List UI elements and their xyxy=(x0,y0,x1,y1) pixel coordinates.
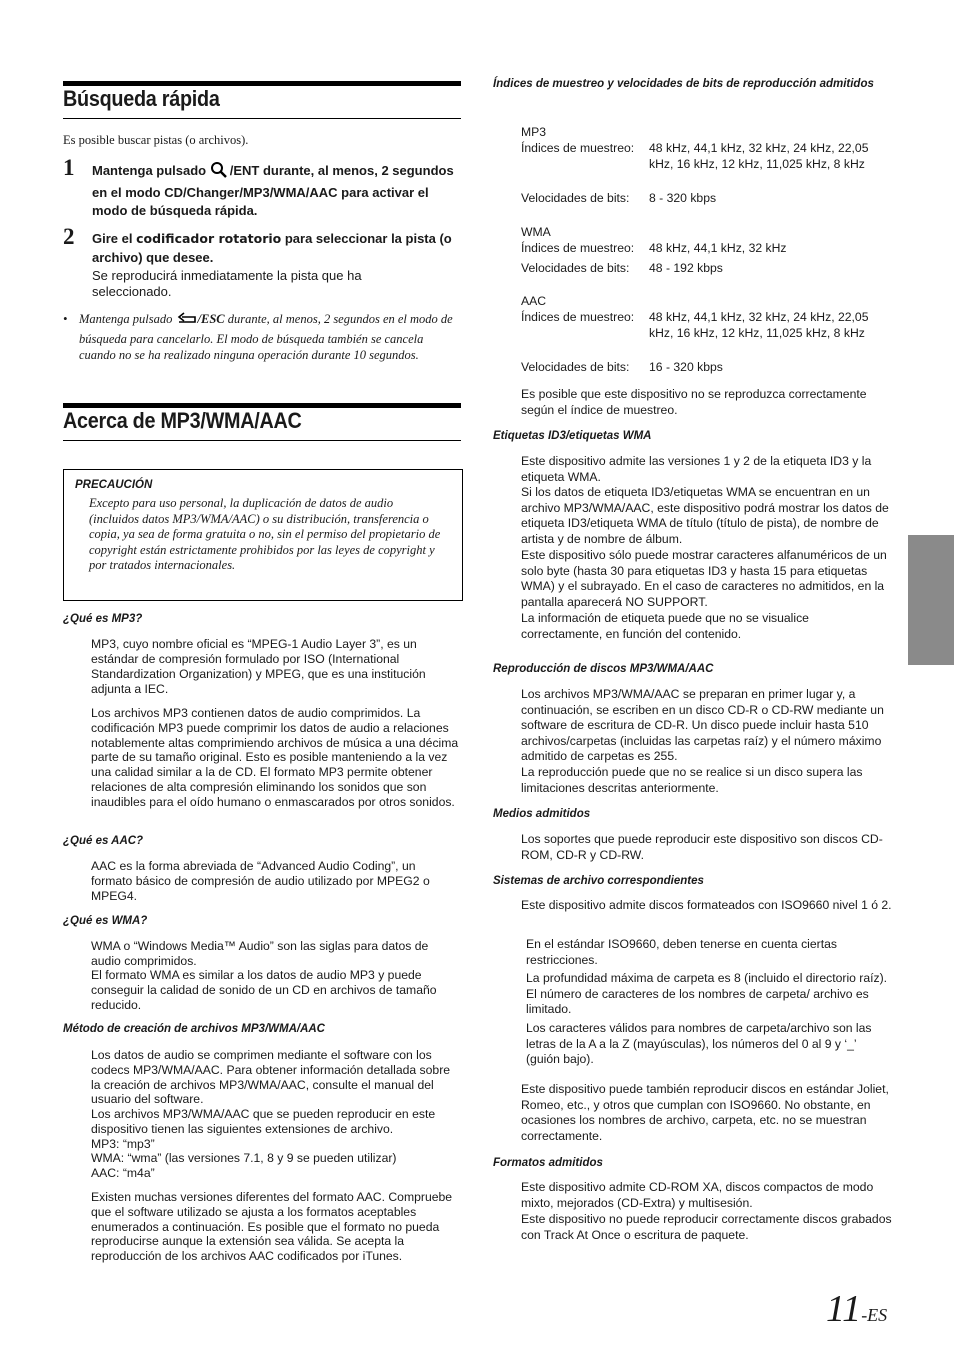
wma-paragraph-2: El formato WMA es similar a los datos de audio MP3 y puede conseguir la calidad de sonido de un CD en archivos de tamaño reducido. xyxy=(91,968,437,1012)
section-rule-bottom xyxy=(63,440,461,441)
extension-mp3: MP3: “mp3” xyxy=(91,1137,155,1151)
step-number-1: 1 xyxy=(63,155,75,180)
caution-text: Excepto para uso personal, la duplicación de datos de audio (incluidos datos MP3/WMA/AAC) o su distribución, transferencia o copia, ya sea de forma gratuita o no, sin el permiso del propietario de copyright están estrictamente prohibidos por las leyes de copyright y por tratados internacionales. xyxy=(89,496,441,573)
mp3-paragraph-1: MP3, cuyo nombre oficial es “MPEG-1 Audio Layer 3”, es un estándar de compresión formulado por ISO (International Standardization Organization) y MPEG, que es una institución adjunta a IEC. xyxy=(91,637,426,696)
caution-title: PRECAUCIÓN xyxy=(75,479,153,491)
extension-aac: AAC: “m4a” xyxy=(91,1166,155,1180)
fs-paragraph-5: Este dispositivo puede también reproducir discos en estándar Joliet, Romeo, etc., y otros que cumplan con ISO9660. No obstante, en ocasiones los nombres de archivo, carpeta, etc. no se muestran correctamente. xyxy=(521,1082,889,1143)
spec-aac-name: AAC xyxy=(521,294,547,308)
section-title-about-mp3: Acerca de MP3/WMA/AAC xyxy=(63,408,302,433)
chapter-tab xyxy=(908,535,954,665)
heading-what-is-mp3: ¿Qué es MP3? xyxy=(63,613,143,625)
step-2-text xyxy=(92,230,457,267)
fs-paragraph-1: Este dispositivo admite discos formateados con ISO9660 nivel 1 ó 2. xyxy=(521,898,892,912)
spec-aac-rate-value: 48 kHz, 44,1 kHz, 32 kHz, 24 kHz, 22,05 kHz, 16 kHz, 12 kHz, 11,025 kHz, 8 kHz xyxy=(649,310,869,340)
page-number-value: 11 xyxy=(826,1288,862,1330)
spec-mp3-rate-label: Índices de muestreo: xyxy=(521,141,635,155)
method-paragraph-1: Los datos de audio se comprimen mediante el software con los codecs MP3/WMA/AAC. Para obtener información detallada sobre la creación de archivos MP3/WMA/AAC, consulte el manual del usuario del software. xyxy=(91,1048,451,1107)
method-paragraph-2: Los archivos MP3/WMA/AAC que se pueden reproducir en este dispositivo tienen las siguientes extensiones de archivo. xyxy=(91,1107,436,1136)
heading-creation-method: Método de creación de archivos MP3/WMA/AAC xyxy=(63,1023,325,1035)
step-1-text xyxy=(92,161,457,221)
spec-aac-rate-label: Índices de muestreo: xyxy=(521,310,635,324)
page-number xyxy=(826,1287,887,1331)
heading-sampling-rates: Índices de muestreo y velocidades de bits de reproducción admitidos xyxy=(493,78,874,90)
spec-wma-rate-value: 48 kHz, 44,1 kHz, 32 kHz xyxy=(649,241,787,255)
note-text-c: durante, al menos, 2 segundos en el modo de búsqueda para cancelarlo. El modo de búsqueda también se cancela cuando no se ha realizado ninguna operación durante 10 segundos. xyxy=(79,312,453,362)
step-2-subtext: Se reproducirá inmediatamente la pista que ha seleccionado. xyxy=(92,268,362,299)
id3-paragraph-2: Si los datos de etiqueta ID3/etiquetas WMA se encuentran en un archivo MP3/WMA/AAC, este dispositivo podrá mostrar los datos de etiqueta ID3/etiqueta WMA de título (título de pista), de nombre de artista y de nombre de álbum. xyxy=(521,485,889,546)
back-arrow-icon xyxy=(176,312,198,331)
rotary-encoder-label: codificador rotatorio xyxy=(136,231,282,246)
spec-wma-bits-label: Velocidades de bits: xyxy=(521,261,630,275)
heading-disc-playback: Reproducción de discos MP3/WMA/AAC xyxy=(493,663,714,675)
aac-paragraph-1: AAC es la forma abreviada de “Advanced Audio Coding”, un formato básico de compresión de audio utilizado por MPEG2 o MPEG4. xyxy=(91,859,430,903)
spec-wma-bits-value: 48 - 192 kbps xyxy=(649,261,723,275)
step-number-2: 2 xyxy=(63,224,75,249)
media-paragraph: Los soportes que puede reproducir este dispositivo son discos CD-ROM, CD-R y CD-RW. xyxy=(521,832,883,862)
fs-paragraph-4: Los caracteres válidos para nombres de carpeta/archivo son las letras de la A a la Z (mayúsculas), los números del 0 al 9 y ‘_’ (guión bajo). xyxy=(526,1021,872,1066)
heading-supported-media: Medios admitidos xyxy=(493,808,591,820)
extension-wma: WMA: “wma” (las versiones 7.1, 8 y 9 se pueden utilizar) xyxy=(91,1151,397,1165)
id3-paragraph-3: Este dispositivo sólo puede mostrar caracteres alfanuméricos de un solo byte (hasta 30 para etiquetas ID3 y hasta 15 para etiquetas WMA) y el subrayado. En el caso de caracteres no admitidos, en la pantalla aparecerá NO SUPPORT. xyxy=(521,548,887,609)
step-2-text-a: Gire el xyxy=(92,231,137,246)
note-text-a: Mantenga pulsado xyxy=(79,312,176,326)
spec-aac-bits-value: 16 - 320 kbps xyxy=(649,360,723,374)
heading-id3-tags: Etiquetas ID3/etiquetas WMA xyxy=(493,430,652,442)
heading-file-systems: Sistemas de archivo correspondientes xyxy=(493,875,704,887)
step-2-text-c: para seleccionar la pista (o archivo) que desee. xyxy=(92,231,452,265)
step-1-text-c: durante, al menos, 2 segundos en el modo CD/Changer/MP3/WMA/AAC para activar el modo de búsqueda rápida. xyxy=(92,163,454,218)
note-bullet: • xyxy=(63,312,68,326)
wma-paragraph-1: WMA o “Windows Media™ Audio” son las siglas para datos de audio comprimidos. xyxy=(91,939,429,968)
section-rule-bottom xyxy=(63,118,461,119)
spec-wma-name: WMA xyxy=(521,225,551,239)
heading-what-is-aac: ¿Qué es AAC? xyxy=(63,835,144,847)
intro-text: Es posible buscar pistas (o archivos). xyxy=(63,133,249,147)
id3-paragraph-1: Este dispositivo admite las versiones 1 y 2 de la etiqueta ID3 y la etiqueta WMA. xyxy=(521,454,872,484)
spec-aac-bits-label: Velocidades de bits: xyxy=(521,360,630,374)
playback-paragraph-2: La reproducción puede que no se realice si un disco supera las limitaciones descritas anteriormente. xyxy=(521,765,863,795)
fs-paragraph-3: La profundidad máxima de carpeta es 8 (incluido el directorio raíz). El número de caracteres de los nombres de carpeta/ archivo es limitado. xyxy=(526,971,888,1016)
spec-mp3-bits-label: Velocidades de bits: xyxy=(521,191,630,205)
fs-paragraph-2: En el estándar ISO9660, deben tenerse en cuenta ciertas restricciones. xyxy=(526,937,837,967)
section-title-quick-search: Búsqueda rápida xyxy=(63,86,220,111)
step-1-text-a: Mantenga pulsado xyxy=(92,163,210,178)
ent-key-label: /ENT xyxy=(229,163,260,178)
playback-paragraph-1: Los archivos MP3/WMA/AAC se preparan en primer lugar y, a continuación, se escriben en un disco CD-R o CD-RW mediante un software de escritura de CD-R. Un disco puede incluir hasta 510 archivos/carpetas (incluidas las carpetas raíz) y el número máximo admitido de carpetas es 255. xyxy=(521,687,884,763)
spec-wma-rate-label: Índices de muestreo: xyxy=(521,241,635,255)
heading-supported-formats: Formatos admitidos xyxy=(493,1157,603,1169)
formats-paragraph-2: Este dispositivo no puede reproducir correctamente discos grabados con Track At Once o escritura de paquete. xyxy=(521,1212,892,1242)
spec-mp3-rate-value: 48 kHz, 44,1 kHz, 32 kHz, 24 kHz, 22,05 kHz, 16 kHz, 12 kHz, 11,025 kHz, 8 kHz xyxy=(649,141,869,171)
page-number-suffix: -ES xyxy=(861,1305,888,1325)
sampling-note: Es posible que este dispositivo no se reproduzca correctamente según el índice de muestreo. xyxy=(521,387,867,417)
method-paragraph-3: Existen muchas versiones diferentes del formato AAC. Compruebe que el software utilizado se ajusta a los formatos aceptables enumerados a continuación. Es posible que el formato no pueda reproducirse aunque la extensión sea válida. Se acepta la reproducción de los archivos AAC codificados por iTunes. xyxy=(91,1190,453,1264)
spec-mp3-bits-value: 8 - 320 kbps xyxy=(649,191,717,205)
heading-what-is-wma: ¿Qué es WMA? xyxy=(63,915,148,927)
search-icon xyxy=(210,161,230,184)
spec-mp3-name: MP3 xyxy=(521,125,547,139)
mp3-paragraph-2: Los archivos MP3 contienen datos de audio comprimidos. La codificación MP3 puede comprimir los datos de audio a relaciones notablemente altas comprimiendo archivos de música a una décima parte de su tamaño original. Esto es posible manteniendo a la vez una calidad similar a la de CD. El formato MP3 permite obtener relaciones de alta compresión eliminando los sonidos que son inaudibles para el oído humano o enmascarados por otros sonidos. xyxy=(91,706,459,809)
esc-key-label: /ESC xyxy=(197,312,225,326)
note-text xyxy=(79,311,461,364)
id3-paragraph-4: La información de etiqueta puede que no se visualice correctamente, en función del contenido. xyxy=(521,611,809,641)
formats-paragraph-1: Este dispositivo admite CD-ROM XA, discos compactos de modo mixto, mejorados (CD-Extra) y multisesión. xyxy=(521,1180,874,1210)
